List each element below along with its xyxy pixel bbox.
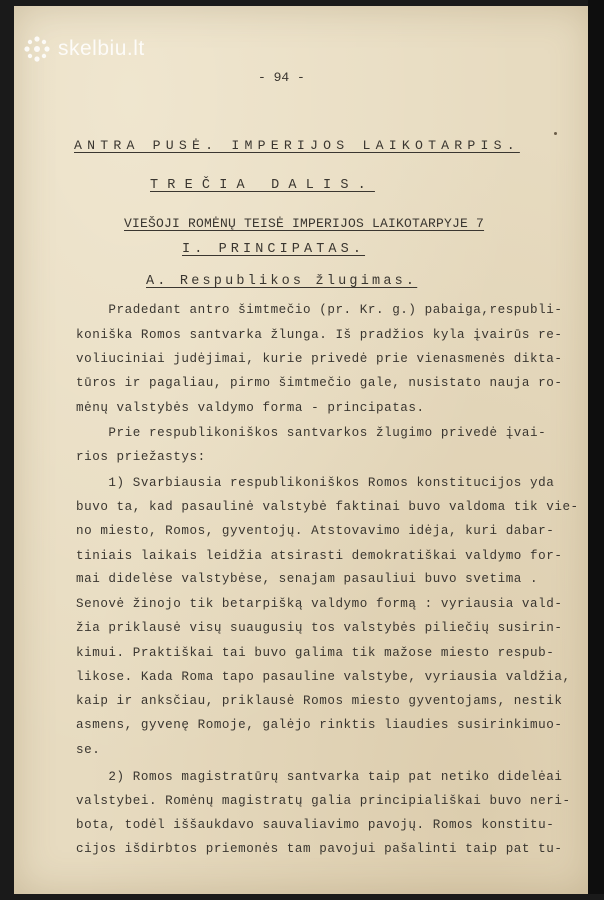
part-heading: ANTRA PUSĖ. IMPERIJOS LAIKOTARPIS.	[74, 138, 520, 153]
text-line: voliuciniai judėjimai, kurie privedė prie vienasmenės dikta-	[76, 352, 563, 366]
text-line: tūros ir pagaliau, pirmo šimtmečio gale, nusistato nauja ro-	[76, 376, 563, 390]
text-line: kaip ir anksčiau, priklausė Romos miesto gyventojams, nestik	[76, 694, 563, 708]
text-line: bota, todėl iššaukdavo sauvaliavimo pavojų. Romos konstitu-	[76, 818, 555, 832]
snowflake-logo-icon	[22, 34, 52, 64]
watermark-text: skelbiu.lt	[58, 37, 145, 60]
text-line: Senovė žinojo tik betarpišką valdymo formą : vyriausia vald-	[76, 597, 563, 611]
text-line: cijos išdirbtos priemonės tam pavojui pašalinti taip pat tu-	[76, 842, 563, 856]
text-line: se.	[76, 743, 101, 757]
page-number: - 94 -	[258, 70, 305, 85]
text-line: koniška Romos santvarka žlunga. Iš pradžios kyla įvairūs re-	[76, 328, 563, 342]
page-edge-shadow	[588, 0, 604, 894]
text-line: mai didelėse valstybėse, senajam pasauliui buvo svetima .	[76, 572, 539, 586]
text-line: Pradedant antro šimtmečio (pr. Kr. g.) pabaiga,respubli-	[76, 303, 563, 317]
text-line: žia priklausė visų suaugusių tos valstybės piliečių susirin-	[76, 621, 563, 635]
text-line: buvo ta, kad pasaulinė valstybė faktinai buvo valdoma tik vie-	[76, 500, 579, 514]
text-line: mėnų valstybės valdymo forma - principatas.	[76, 401, 425, 415]
document-page	[14, 6, 592, 894]
chapter-heading: I. PRINCIPATAS.	[182, 242, 366, 257]
ink-mark	[554, 132, 557, 135]
text-line: 2) Romos magistratūrų santvarka taip pat netiko didelėai	[76, 770, 563, 784]
text-line: asmens, gyvenę Romoje, galėjo rinktis liaudies susirinkimuo-	[76, 718, 563, 732]
text-line: valstybei. Romėnų magistratų galia principiališkai buvo neri-	[76, 794, 571, 808]
text-line: 1) Svarbiausia respublikoniškos Romos konstitucijos yda	[76, 476, 555, 490]
subtitle-heading: VIEŠOJI ROMĖNŲ TEISĖ IMPERIJOS LAIKOTARPYJE 7	[124, 216, 485, 231]
text-line: no miesto, Romos, gyventojų. Atstovavimo idėja, kuri dabar-	[76, 524, 555, 538]
text-line: Prie respublikoniškos santvarkos žlugimo privedė įvai-	[76, 426, 547, 440]
section-heading: TREČIA DALIS.	[150, 178, 375, 193]
text-line: tiniais laikais leidžia atsirasti demokratiškai valdymo for-	[76, 549, 563, 563]
subchapter-heading: A. Respublikos žlugimas.	[146, 274, 418, 289]
text-line: likose. Kada Roma tapo pasauline valstybe, vyriausia valdžia,	[76, 670, 571, 684]
text-line: kimui. Praktiškai tai buvo galima tik mažose miesto respub-	[76, 646, 555, 660]
text-line: rios priežastys:	[76, 450, 206, 464]
watermark	[22, 34, 145, 64]
